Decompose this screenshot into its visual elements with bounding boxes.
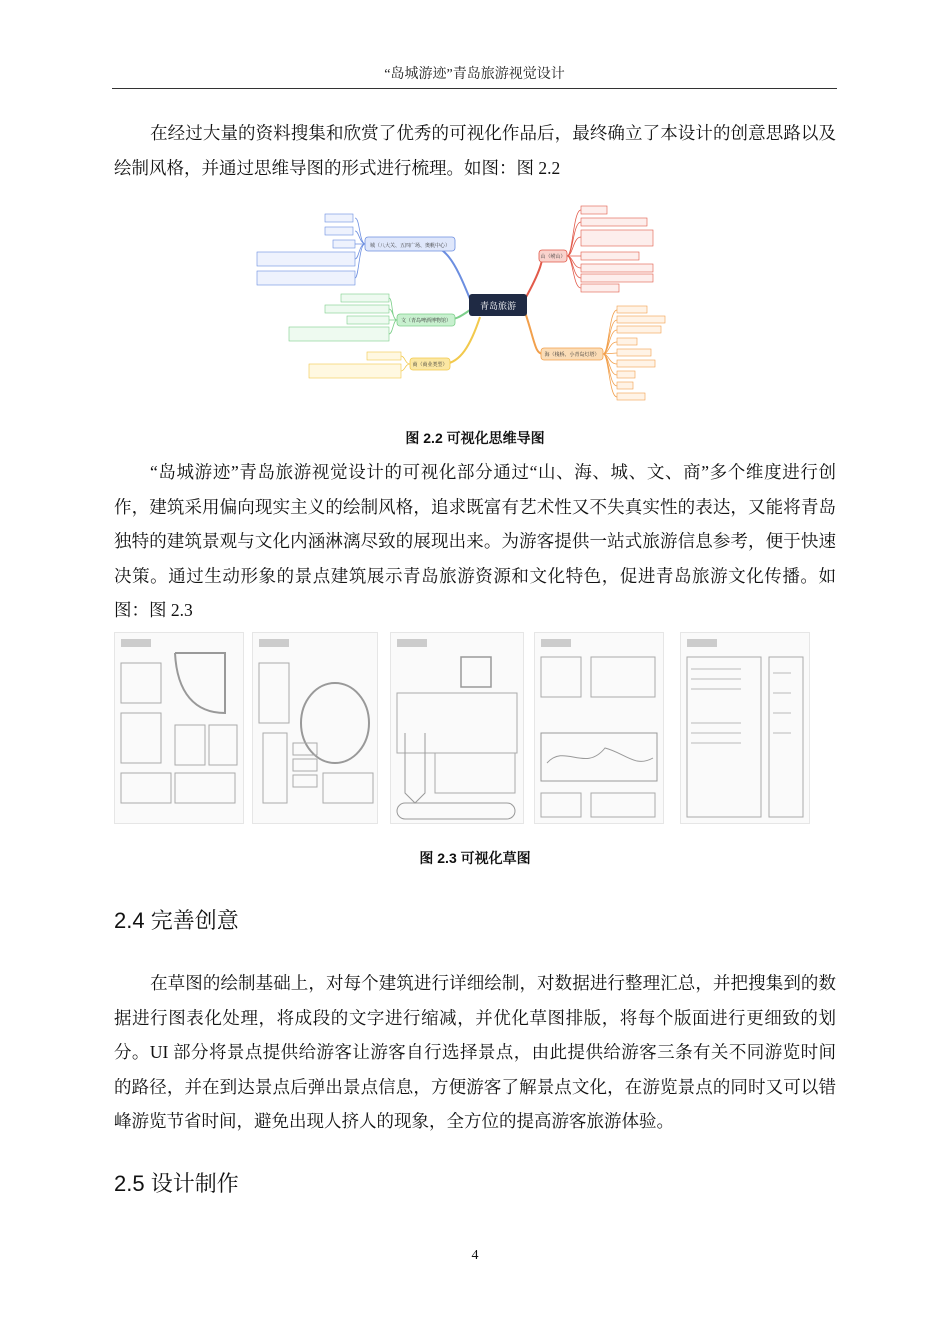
commerce-subnodes — [309, 352, 401, 378]
mountain-subnodes — [581, 206, 653, 292]
sea-node-label: 海（栈桥、小青岛灯塔） — [544, 352, 600, 358]
connector-mountain — [525, 256, 542, 299]
sketch-panel-5 — [680, 632, 810, 824]
sketch-panel-4 — [534, 632, 664, 824]
sea-subnodes — [617, 306, 665, 400]
city-node-label: 城（八大关、五四广场、奥帆中心） — [369, 243, 451, 249]
paragraph-refine — [114, 966, 836, 1139]
paragraph-visual-design — [114, 455, 836, 628]
mountain-node-label: 山（崂山） — [540, 254, 566, 260]
city-subnodes — [257, 214, 355, 285]
page-number: 4 — [471, 1248, 479, 1263]
figure-2-3-caption: 图 2.3 可视化草图 — [419, 850, 531, 866]
sketches-figure — [114, 632, 836, 824]
paragraph-intro — [114, 116, 836, 185]
section-heading-2-5: 2.5 设计制作 — [114, 1171, 239, 1196]
sketch-panel-3 — [390, 632, 524, 824]
commerce-node-label: 商（商业类型） — [412, 362, 448, 368]
mindmap-center-label: 青岛旅游 — [479, 302, 517, 312]
culture-node-label: 文（青岛啤酒博物馆） — [400, 318, 452, 324]
paragraph-refine-text: 在草图的绘制基础上，对每个建筑进行详细绘制，对数据进行整理汇总，并把搜集到的数据进行图表化处理，将成段的文字进行缩减，并优化草图排版，将每个版面进行更细致的划分。UI 部分将景点提供给游客让游客自行选择景点，由此提供给游客三条有关不同游览时间的路径，并在到达景点后弹出景点信息，方便游客了解景点文化，在游览景点的同时又可以错峰游览节省时间，避免出现人挤人的现象，全方位的提高游客旅游体验。 — [114, 973, 836, 1131]
page-header: “岛城游迹”青岛旅游视觉设计 — [112, 64, 837, 89]
culture-subnodes — [289, 294, 389, 341]
paragraph-visual-design-text: “岛城游迹”青岛旅游视觉设计的可视化部分通过“山、海、城、文、商”多个维度进行创作，建筑采用偏向现实主义的绘制风格，追求既富有艺术性又不失真实性的表达，又能将青岛独特的建筑景观与文化内涵淋漓尽致的展现出来。为游客提供一站式旅游信息参考，便于快速决策。通过生动形象的景点建筑展示青岛旅游资源和文化特色，促进青岛旅游文化传播。如图：图 2.3 — [114, 462, 836, 620]
connector-city — [420, 244, 470, 299]
figure-2-2-caption: 图 2.2 可视化思维导图 — [405, 430, 545, 446]
paragraph-intro-text: 在经过大量的资料搜集和欣赏了优秀的可视化作品后，最终确立了本设计的创意思路以及绘制风格，并通过思维导图的形式进行梳理。如图：图 2.2 — [114, 123, 836, 178]
sketch-panel-1 — [114, 632, 244, 824]
connector-sea — [525, 312, 543, 354]
mindmap-figure — [255, 192, 700, 414]
sketch-panel-2 — [252, 632, 378, 824]
section-heading-2-4: 2.4 完善创意 — [114, 908, 239, 933]
